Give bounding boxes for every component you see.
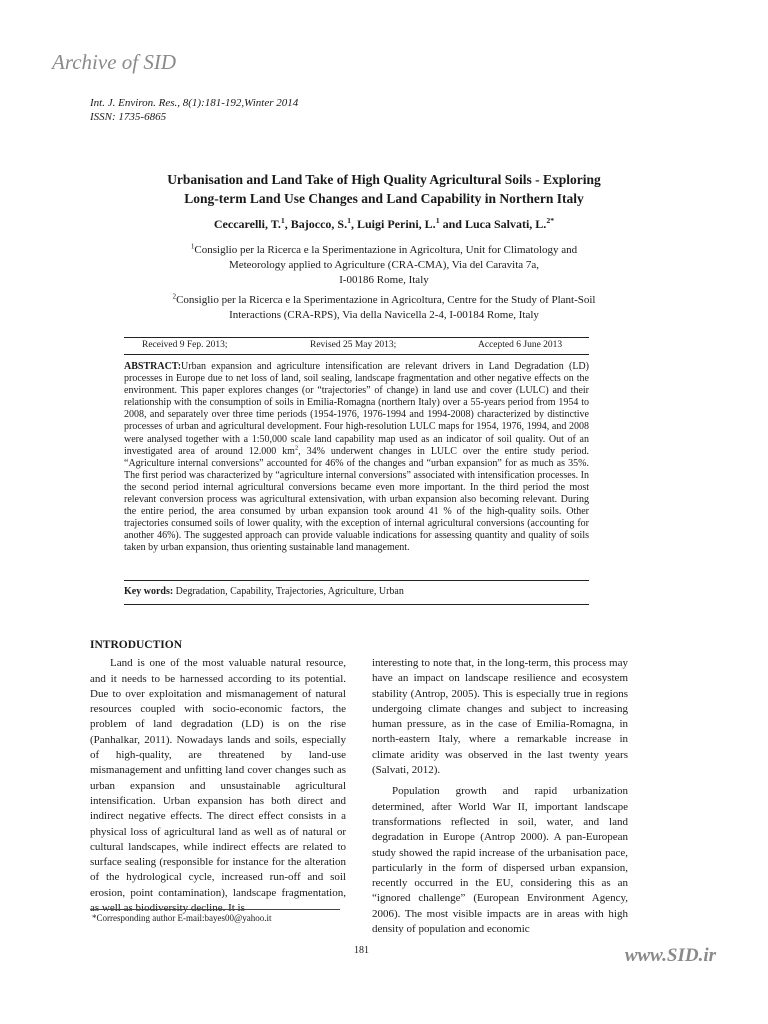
divider: [124, 337, 589, 338]
divider: [124, 580, 589, 581]
revised-date: Revised 25 May 2013;: [310, 340, 397, 350]
abstract-text: Urban expansion and agriculture intensification are relevant drivers in Land Degradation (LD) processes in Europe due to net loss of land, soil sealing, landscape fragmentation and other negative effects on the environment. This paper explores changes (or “trajectories” of change) in land use and cover (LULC) and their relationship with the consumption of soils in Emilia-Romagna (northern Italy) over a 55-years period from 1954 to 2008, and separately over three time periods (1954-1976, 1976-1994 and 1994-2008) characterized by distinctive processes of urban and agricultural development. Four high-resolution LULC maps for 1954, 1976, 1994, and 2008 were analysed together with a 1:50,000 scale land capability map used as an indicator of soil quality. Out of an investigated area of around 12.000 km: [124, 361, 589, 457]
abstract-label: ABSTRACT:: [124, 361, 182, 372]
body-column-left: [90, 638, 346, 916]
author-separator: ,: [284, 217, 291, 231]
abstract-text: , 34% underwent changes in LULC over the entire study period. “Agriculture internal conversions” accounted for 46% of the changes and “urban expansion” for as much as 35%. The first period was characterized by “agriculture internal conversions” associated with intensification processes. In the second period internal agricultural conversions became even more important. In the third period the most relevant conversion process was agricultural extensivation, with urban expansion also becoming relevant. During the entire period, the area consumed by urban expansion took around 41 % of the high-quality soils. Other trajectories consumed soils of lower quality, with the exception of internal agricultural conversions (accounting for another 46%). The suggested approach can provide valuable indications for assessing quantity and quality of soils taken by urban expansion, thus orienting sustainable land management.: [124, 445, 589, 554]
corresponding-author-footnote: *Corresponding author E-mail:bayes00@yahoo.it: [92, 913, 272, 923]
accepted-date: Accepted 6 June 2013: [478, 340, 563, 350]
abstract-superscript: 2: [294, 444, 299, 452]
footnote-divider: [90, 909, 340, 910]
affiliation-1: [110, 243, 658, 288]
journal-reference: [90, 96, 298, 124]
affiliation-line: I-00186 Rome, Italy: [339, 274, 429, 286]
author-separator: ,: [351, 217, 357, 231]
affiliation-mark: 2: [172, 292, 177, 301]
affiliation-mark: 1: [190, 242, 195, 251]
divider: [124, 354, 589, 355]
affiliation-line: Meteorology applied to Agriculture (CRA-CMA), Via del Caravita 7a,: [228, 259, 540, 271]
author-name: Bajocco, S.: [290, 217, 348, 231]
author-list: [90, 217, 678, 232]
keywords-text: Degradation, Capability, Trajectories, Agriculture, Urban: [173, 586, 404, 597]
author-separator: and: [439, 217, 465, 231]
journal-issn: ISSN: 1735-6865: [90, 111, 167, 123]
journal-citation: Int. J. Environ. Res., 8(1):181-192,Winter 2014: [90, 97, 299, 109]
body-paragraph: Land is one of the most valuable natural resource, and it needs to be harnessed according to its potential. Due to over exploitation and mismanagement of natural resources coupled with socio-economic factors, the problem of land degradation (LD) is on the rise (Panhalkar, 2011). Nowadays lands and soils, especially of high-quality, are threatened by land-use mismanagement and unfitting land cover changes such as urban expansion and unsustainable agricultural intensification. Urban expansion has both direct and indirect negative effects. The direct effect consists in a physical loss of agricultural land as well as of natural or cultural landscapes, while indirect effects are related to surface sealing (responsible for instance for the alteration of the hydrological cycle, increased run-off and soil erosion, point contamination), landscape fragmentation, as well as biodiversity decline. It is: [90, 657, 346, 915]
received-date: Received 9 Fep. 2013;: [142, 340, 228, 350]
affiliation-line: [110, 243, 658, 258]
abstract: [124, 361, 589, 555]
paper-title: [90, 170, 678, 208]
watermark-sid-url: www.SID.ir: [624, 945, 716, 966]
keywords: [124, 586, 589, 597]
section-heading: INTRODUCTION: [90, 639, 183, 651]
page-number: 181: [354, 945, 369, 956]
watermark-archive: Archive of SID: [52, 50, 177, 74]
author-affiliation-mark: 2*: [546, 216, 555, 225]
title-line: Urbanisation and Land Take of High Quality Agricultural Soils - Exploring: [167, 172, 601, 187]
title-line: Long-term Land Use Changes and Land Capability in Northern Italy: [184, 191, 584, 206]
affiliation-2: [110, 293, 658, 323]
keywords-label: Key words:: [124, 586, 174, 597]
author-name: Luca Salvati, L.: [464, 217, 547, 231]
affiliation-line: [110, 293, 658, 308]
divider: [124, 604, 589, 605]
author-affiliation-mark: 1: [347, 216, 351, 225]
author-affiliation-mark: 1: [435, 216, 440, 225]
body-column-right: [372, 656, 628, 937]
author-name: Ceccarelli, T.: [213, 217, 281, 231]
body-paragraph: Population growth and rapid urbanization determined, after World War II, important landscape transformations reflected in soil, water, and land degradation in Europe (Antrop 2000). A pan-European study showed the rapid increase of the urbanisation pace, particularly in the form of dispersed urban expansion, recently occurred in the EU, considering this as an “ignored challenge” (European Environment Agency, 2006). The most visible impacts are in areas with high density of population and economic: [372, 785, 628, 936]
affiliation-line: Interactions (CRA-RPS), Via della Navicella 2-4, I-00184 Rome, Italy: [229, 309, 539, 321]
affiliation-text: Consiglio per la Ricerca e la Sperimentazione in Agricoltura, Unit for Climatology and: [194, 244, 578, 256]
body-paragraph: interesting to note that, in the long-term, this process may have an impact on landscape resilience and ecosystem stability (Antrop, 2005). This is especially true in regions undergoing climate changes and subject to increasing human pressure, as in the case of Emilia-Romagna, in north-eastern Italy, where a remarkable increase in climate aridity was observed in the last twenty years (Salvati, 2012).: [372, 657, 628, 777]
author-affiliation-mark: 1: [280, 216, 285, 225]
affiliation-text: Consiglio per la Ricerca e la Sperimentazione in Agricoltura, Centre for the Study of Plant-Soil: [176, 294, 596, 306]
author-name: Luigi Perini, L.: [357, 217, 436, 231]
